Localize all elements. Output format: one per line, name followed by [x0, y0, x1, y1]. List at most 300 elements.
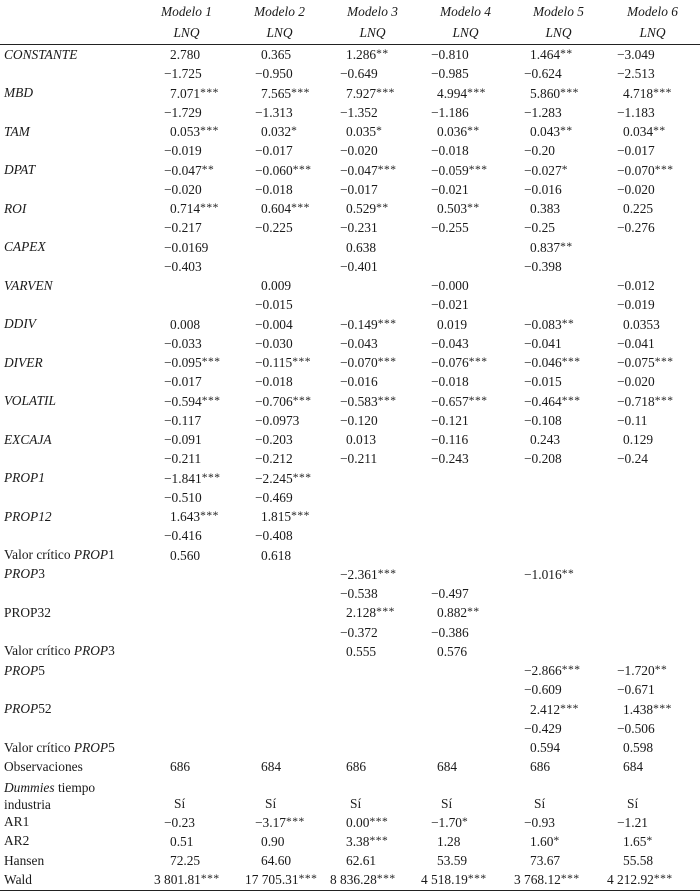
coefficient-value: −3.17: [255, 814, 286, 830]
coefficient-value: −0.0169: [164, 239, 209, 255]
value-cell: [419, 603, 512, 622]
coefficient-value: −0.015: [524, 374, 562, 390]
value-cell: [326, 757, 419, 776]
value-cell: [419, 738, 512, 757]
coefficient-value: 17 705.31: [245, 872, 299, 888]
coefficient-value: −0.108: [524, 412, 562, 428]
coefficient-value: −0.211: [340, 451, 378, 467]
header-dependent-var: LNQ: [326, 22, 419, 45]
value-cell: [419, 372, 512, 391]
coefficient-value: −0.070: [617, 162, 655, 178]
coefficient-value: 0.598: [623, 740, 654, 755]
coefficient-value: 1.464: [530, 47, 561, 62]
row-label: [0, 488, 140, 507]
row-label: [0, 738, 140, 757]
table-row: [0, 411, 700, 430]
value-cell: [326, 546, 419, 565]
coefficient-value: 3 801.81: [154, 872, 201, 888]
value-cell: [605, 334, 700, 353]
coefficient-value: −1.186: [431, 104, 469, 120]
coefficient-value: −0.018: [431, 374, 469, 390]
row-label: [0, 700, 140, 719]
significance-stars: *: [553, 834, 560, 847]
value-cell: [140, 276, 233, 295]
header-model: Modelo 5: [533, 4, 584, 19]
value-cell: [140, 392, 233, 411]
value-cell: [512, 680, 605, 699]
coefficient-value: −0.117: [164, 412, 202, 428]
table-row: [0, 430, 700, 449]
value-cell: [512, 661, 605, 680]
coefficient-value: 0.0353: [623, 316, 660, 332]
value-cell: [605, 661, 700, 680]
value-cell: [605, 642, 700, 661]
coefficient-value: 0.560: [170, 547, 201, 563]
row-label-emphasis: PROP: [73, 643, 109, 659]
row-label: [0, 546, 140, 565]
value-cell: [419, 757, 512, 776]
value-cell: [140, 334, 233, 353]
coefficient-value: −0.11: [617, 412, 648, 428]
value-cell: [512, 353, 605, 372]
table-row: [0, 238, 700, 257]
coefficient-value: −0.398: [524, 258, 562, 274]
value-cell: [233, 276, 326, 295]
coefficient-value: 4 212.92: [607, 872, 654, 888]
table-row: [0, 199, 700, 218]
table-row: [0, 700, 700, 719]
coefficient-value: 0.013: [346, 432, 377, 447]
significance-stars: ***: [560, 873, 580, 886]
value-cell: [605, 719, 700, 738]
value-cell: [326, 161, 419, 180]
value-cell: [233, 488, 326, 507]
value-cell: [512, 238, 605, 257]
row-label-text: DPAT: [4, 162, 36, 177]
coefficient-value: −0.020: [617, 374, 655, 390]
value-cell: [419, 411, 512, 430]
value-cell: [326, 276, 419, 295]
coefficient-value: −1.720: [617, 663, 655, 678]
value-cell: [512, 469, 605, 488]
coefficient-value: −0.033: [164, 335, 202, 351]
value-cell: [233, 623, 326, 642]
value-cell: [233, 257, 326, 276]
row-label: [0, 64, 140, 83]
row-label-text: TAM: [4, 123, 30, 139]
coefficient-value: −0.012: [617, 278, 655, 293]
coefficient-value: −0.225: [255, 220, 293, 236]
coefficient-value: 4.718: [623, 85, 654, 101]
coefficient-value: 0.036: [437, 124, 468, 139]
value-cell: [233, 642, 326, 661]
coefficient-value: −0.403: [164, 258, 202, 274]
value-cell: [605, 218, 700, 237]
coefficient-value: 684: [623, 759, 644, 775]
value-cell: [605, 257, 700, 276]
coefficient-value: 684: [437, 759, 458, 775]
value-cell: [140, 642, 233, 661]
value-cell: [140, 430, 233, 449]
value-cell: [605, 161, 700, 180]
value-cell: [140, 45, 233, 65]
significance-stars: ***: [561, 356, 581, 368]
coefficient-value: −0.506: [617, 720, 655, 736]
value-cell: [233, 103, 326, 122]
coefficient-value: −0.149: [340, 316, 378, 332]
row-label: [0, 276, 140, 295]
value-cell: [605, 141, 700, 160]
value-cell: [326, 680, 419, 699]
coefficient-value: −0.231: [340, 220, 378, 236]
value-cell: [140, 526, 233, 545]
row-label-text: MBD: [4, 85, 34, 100]
value-cell: [419, 161, 512, 180]
value-cell: [326, 777, 419, 813]
coefficient-value: −0.041: [617, 335, 655, 351]
row-label: [0, 777, 140, 813]
significance-stars: ***: [653, 873, 673, 886]
value-cell: [512, 372, 605, 391]
coefficient-value: Sí: [174, 795, 186, 811]
value-cell: [140, 507, 233, 526]
significance-stars: ***: [200, 873, 220, 886]
coefficient-value: 62.61: [346, 853, 377, 868]
value-cell: [140, 180, 233, 199]
coefficient-value: 8 836.28: [330, 872, 377, 888]
significance-stars: **: [560, 48, 573, 60]
value-cell: [326, 623, 419, 642]
coefficient-value: −0.000: [431, 278, 469, 293]
table-row: [0, 777, 700, 813]
value-cell: [140, 757, 233, 776]
coefficient-value: 0.529: [346, 201, 377, 216]
significance-stars: ***: [376, 86, 395, 99]
value-cell: [233, 738, 326, 757]
row-label-text: PROP12: [4, 508, 52, 524]
coefficient-value: −0.583: [340, 393, 378, 409]
coefficient-value: −2.513: [617, 66, 655, 82]
value-cell: [326, 315, 419, 334]
value-cell: [512, 546, 605, 565]
value-cell: [605, 507, 700, 526]
value-cell: [233, 199, 326, 218]
value-cell: [326, 238, 419, 257]
value-cell: [419, 199, 512, 218]
table-row: [0, 103, 700, 122]
value-cell: [419, 661, 512, 680]
coefficient-value: 0.51: [170, 833, 194, 849]
significance-stars: **: [467, 202, 480, 214]
coefficient-value: −1.183: [617, 104, 655, 120]
row-label-emphasis: Dummies: [4, 779, 55, 795]
row-label: [0, 642, 140, 661]
coefficient-value: −0.203: [255, 432, 293, 447]
table-row: [0, 218, 700, 237]
value-cell: [419, 276, 512, 295]
coefficient-value: −0.019: [164, 143, 202, 159]
value-cell: [512, 851, 605, 870]
value-cell: [512, 870, 605, 890]
value-cell: [419, 832, 512, 851]
coefficient-value: 1.65: [623, 833, 647, 849]
value-cell: [512, 738, 605, 757]
coefficient-value: 0.638: [346, 239, 377, 255]
header-model: Modelo 3: [347, 4, 398, 19]
significance-stars: *: [561, 163, 568, 176]
value-cell: [233, 411, 326, 430]
value-cell: [419, 257, 512, 276]
table-row: [0, 180, 700, 199]
row-label-text: DIVER: [4, 354, 43, 370]
row-label: [0, 584, 140, 603]
coefficient-value: −0.657: [431, 393, 469, 409]
value-cell: [326, 218, 419, 237]
value-cell: [512, 813, 605, 832]
value-cell: [419, 584, 512, 603]
significance-stars: **: [376, 202, 389, 214]
coefficient-value: 0.714: [170, 201, 201, 216]
coefficient-value: 64.60: [261, 853, 292, 868]
table-row: [0, 449, 700, 468]
value-cell: [140, 813, 233, 832]
table-row: [0, 738, 700, 757]
coefficient-value: 0.882: [437, 605, 468, 621]
coefficient-value: 0.008: [170, 316, 201, 332]
significance-stars: ***: [468, 394, 488, 407]
row-label: [0, 832, 140, 851]
significance-stars: **: [376, 48, 389, 60]
value-cell: [233, 565, 326, 584]
significance-stars: ***: [377, 356, 397, 368]
header-dependent-var: LNQ: [140, 22, 233, 45]
coefficient-value: −0.041: [524, 335, 562, 351]
row-label: [0, 180, 140, 199]
value-cell: [326, 84, 419, 103]
row-label-suffix: 5: [108, 739, 115, 755]
row-label: [0, 719, 140, 738]
value-cell: [512, 507, 605, 526]
value-cell: [605, 180, 700, 199]
table-row: [0, 851, 700, 870]
coefficient-value: −0.810: [431, 47, 469, 62]
significance-stars: ***: [291, 86, 310, 99]
significance-stars: **: [560, 125, 573, 137]
value-cell: [140, 469, 233, 488]
table-row: [0, 719, 700, 738]
value-cell: [605, 122, 700, 141]
coefficient-value: 0.243: [530, 432, 561, 447]
row-label-text: PROP1: [4, 470, 45, 485]
value-cell: [140, 353, 233, 372]
value-cell: [140, 84, 233, 103]
significance-stars: ***: [201, 394, 221, 407]
value-cell: [605, 526, 700, 545]
row-label-text: VARVEN: [4, 277, 53, 293]
value-cell: [605, 870, 700, 890]
coefficient-value: −1.352: [340, 104, 378, 120]
significance-stars: ***: [369, 834, 389, 847]
row-label: [0, 45, 140, 65]
significance-stars: ***: [653, 702, 672, 715]
significance-stars: **: [467, 125, 480, 137]
coefficient-value: −0.120: [340, 412, 378, 428]
significance-stars: **: [561, 567, 575, 580]
value-cell: [419, 719, 512, 738]
coefficient-value: −0.047: [164, 162, 202, 178]
row-label: [0, 103, 140, 122]
value-cell: [512, 161, 605, 180]
value-cell: [419, 813, 512, 832]
coefficient-value: −0.018: [431, 143, 469, 159]
value-cell: [419, 469, 512, 488]
table-row: [0, 141, 700, 160]
value-cell: [419, 430, 512, 449]
value-cell: [233, 584, 326, 603]
value-cell: [233, 372, 326, 391]
row-label-emphasis: PROP: [73, 547, 109, 562]
coefficient-value: −0.043: [340, 335, 378, 351]
value-cell: [233, 141, 326, 160]
value-cell: [512, 603, 605, 622]
value-cell: [326, 832, 419, 851]
coefficient-value: −1.841: [164, 470, 202, 486]
row-label-text: CONSTANTE: [4, 46, 78, 62]
row-label: [0, 565, 140, 584]
coefficient-value: 0.618: [261, 547, 292, 563]
row-label-emphasis: PROP: [4, 566, 39, 582]
coefficient-value: −0.464: [524, 393, 562, 409]
table-row: [0, 546, 700, 565]
coefficient-value: 0.594: [530, 740, 561, 755]
coefficient-value: −0.211: [164, 451, 202, 467]
value-cell: [326, 392, 419, 411]
row-label-text: Valor crítico: [4, 643, 74, 659]
significance-stars: ***: [200, 202, 219, 214]
row-label: [0, 757, 140, 776]
value-cell: [512, 832, 605, 851]
coefficient-value: −0.116: [431, 432, 469, 447]
value-cell: [605, 603, 700, 622]
value-cell: [140, 777, 233, 813]
value-cell: [326, 257, 419, 276]
value-cell: [419, 392, 512, 411]
value-cell: [419, 565, 512, 584]
value-cell: [512, 565, 605, 584]
row-label-text: Observaciones: [4, 758, 83, 774]
significance-stars: ***: [377, 317, 397, 330]
value-cell: [326, 642, 419, 661]
value-cell: [326, 122, 419, 141]
value-cell: [419, 315, 512, 334]
value-cell: [512, 45, 605, 65]
value-cell: [512, 295, 605, 314]
coefficient-value: −0.121: [431, 412, 469, 428]
significance-stars: ***: [200, 125, 219, 137]
significance-stars: ***: [292, 471, 312, 484]
table-row: [0, 603, 700, 622]
coefficient-value: 1.60: [530, 833, 554, 849]
table-row: [0, 507, 700, 526]
coefficient-value: 686: [170, 759, 191, 775]
row-label: [0, 411, 140, 430]
value-cell: [605, 276, 700, 295]
row-label: [0, 257, 140, 276]
coefficient-value: Sí: [627, 795, 639, 811]
value-cell: [233, 526, 326, 545]
significance-stars: ***: [291, 202, 310, 214]
coefficient-value: −0.649: [340, 66, 378, 82]
row-label-text: AR1: [4, 814, 30, 829]
coefficient-value: 55.58: [623, 853, 654, 868]
value-cell: [140, 584, 233, 603]
coefficient-value: 72.25: [170, 853, 201, 868]
value-cell: [140, 122, 233, 141]
value-cell: [419, 45, 512, 65]
row-label-text: CAPEX: [4, 239, 46, 254]
coefficient-value: −0.017: [255, 143, 293, 159]
value-cell: [140, 199, 233, 218]
row-label: [0, 218, 140, 237]
value-cell: [326, 603, 419, 622]
value-cell: [419, 851, 512, 870]
value-cell: [605, 469, 700, 488]
coefficient-value: −0.401: [340, 258, 378, 274]
value-cell: [512, 392, 605, 411]
value-cell: [605, 565, 700, 584]
coefficient-value: 0.00: [346, 814, 370, 830]
coefficient-value: 2.780: [170, 47, 201, 62]
value-cell: [419, 700, 512, 719]
value-cell: [512, 411, 605, 430]
coefficient-value: −0.24: [617, 451, 648, 467]
value-cell: [233, 161, 326, 180]
significance-stars: **: [467, 606, 480, 619]
value-cell: [326, 488, 419, 507]
significance-stars: ***: [468, 163, 488, 176]
coefficient-value: 73.67: [530, 853, 561, 868]
row-label-emphasis: PROP: [73, 739, 109, 755]
value-cell: [605, 199, 700, 218]
coefficient-value: −0.059: [431, 162, 469, 178]
row-label-emphasis: PROP: [4, 701, 39, 716]
coefficient-value: −0.208: [524, 451, 562, 467]
row-label-text: Valor crítico: [4, 547, 74, 562]
value-cell: [605, 353, 700, 372]
coefficient-value: −0.23: [164, 814, 195, 830]
row-label-text: DDIV: [4, 316, 36, 331]
value-cell: [233, 546, 326, 565]
value-cell: [512, 199, 605, 218]
significance-stars: ***: [201, 471, 221, 484]
coefficient-value: 0.383: [530, 201, 561, 216]
value-cell: [419, 642, 512, 661]
coefficient-value: −1.70: [431, 814, 462, 830]
value-cell: [419, 680, 512, 699]
coefficient-value: −0.016: [340, 374, 378, 390]
coefficient-value: −0.070: [340, 355, 378, 370]
row-label: [0, 680, 140, 699]
value-cell: [605, 372, 700, 391]
row-label-emphasis: PROP: [4, 662, 39, 678]
value-cell: [605, 430, 700, 449]
value-cell: [512, 141, 605, 160]
significance-stars: ***: [377, 394, 397, 407]
value-cell: [326, 64, 419, 83]
row-label: [0, 851, 140, 870]
table-row: [0, 353, 700, 372]
coefficient-value: 1.286: [346, 47, 377, 62]
